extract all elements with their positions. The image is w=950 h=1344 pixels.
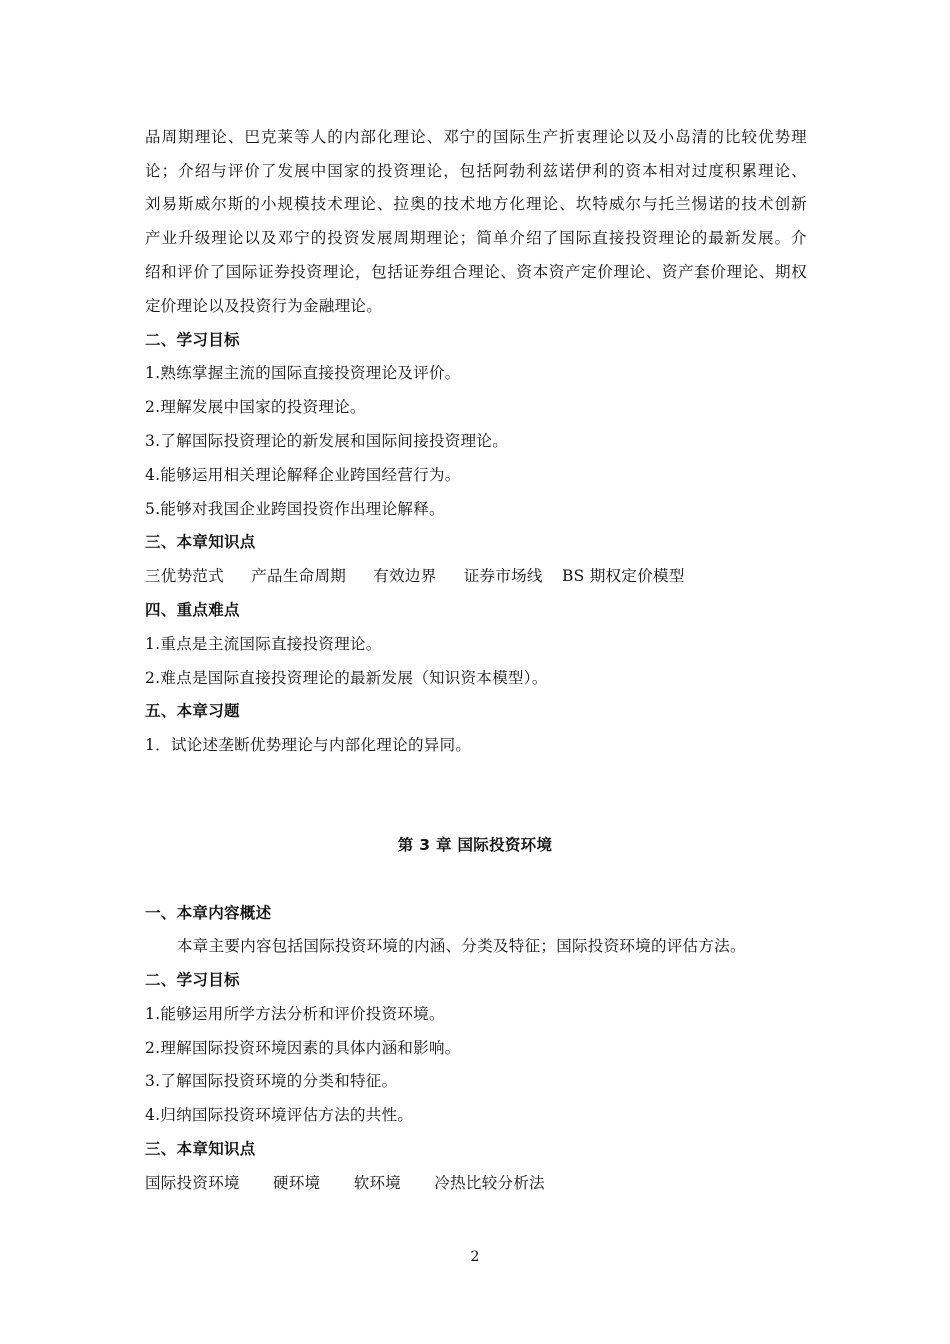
section-heading-overview: 一、本章内容概述 — [145, 904, 272, 922]
objective-item: 3.了解国际投资环境的分类和特征。 — [145, 1072, 398, 1090]
paragraph-line: 刘易斯威尔斯的小规模技术理论、拉奥的技术地方化理论、坎特威尔与托兰惕诺的技术创新 — [145, 195, 807, 213]
paragraph-line: 品周期理论、巴克莱等人的内部化理论、邓宁的国际生产折衷理论以及小岛清的比较优势理 — [145, 128, 807, 146]
overview-text: 本章主要内容包括国际投资环境的内涵、分类及特征；国际投资环境的评估方法。 — [177, 937, 746, 955]
chapter-title: 第 3 章 国际投资环境 — [397, 836, 553, 854]
knowledge-point: BS 期权定价模型 — [561, 567, 685, 585]
objective-item: 3.了解国际投资理论的新发展和国际间接投资理论。 — [145, 432, 508, 450]
objective-item: 5.能够对我国企业跨国投资作出理论解释。 — [145, 500, 445, 518]
knowledge-point: 证券市场线 — [463, 567, 543, 585]
objective-item: 2.理解发展中国家的投资理论。 — [145, 398, 366, 416]
knowledge-point: 产品生命周期 — [251, 567, 347, 585]
paragraph-line: 定价理论以及投资行为金融理论。 — [145, 297, 383, 315]
knowledge-point: 国际投资环境 — [145, 1174, 240, 1192]
knowledge-points — [145, 1173, 545, 1193]
key-point-item: 1.重点是主流国际直接投资理论。 — [145, 635, 382, 653]
section-heading-knowledge: 三、本章知识点 — [145, 533, 256, 551]
knowledge-point: 冷热比较分析法 — [434, 1174, 545, 1192]
objective-item: 4.能够运用相关理论解释企业跨国经营行为。 — [145, 466, 461, 484]
section-heading-exercises: 五、本章习题 — [145, 702, 240, 720]
paragraph-line: 产业升级理论以及邓宁的投资发展周期理论；简单介绍了国际直接投资理论的最新发展。介 — [145, 229, 807, 247]
knowledge-points — [145, 566, 685, 586]
page-number: 2 — [470, 1249, 480, 1265]
knowledge-point: 软环境 — [353, 1174, 402, 1192]
paragraph-line: 论；介绍与评价了发展中国家的投资理论，包括阿勃利兹诺伊利的资本相对过度积累理论、 — [145, 162, 807, 180]
objective-item: 4.归纳国际投资环境评估方法的共性。 — [145, 1106, 414, 1124]
objective-item: 1.能够运用所学方法分析和评价投资环境。 — [145, 1005, 445, 1023]
objective-item: 2.理解国际投资环境因素的具体内涵和影响。 — [145, 1039, 461, 1057]
knowledge-point: 三优势范式 — [145, 567, 225, 585]
key-point-item: 2.难点是国际直接投资理论的最新发展（知识资本模型）。 — [145, 669, 548, 687]
section-heading-key-points: 四、重点难点 — [145, 601, 240, 619]
knowledge-point: 硬环境 — [273, 1174, 321, 1192]
paragraph-line: 绍和评价了国际证券投资理论，包括证券组合理论、资本资产定价理论、资产套价理论、期权 — [145, 263, 807, 281]
section-heading-objectives: 二、学习目标 — [145, 971, 240, 989]
section-heading-knowledge: 三、本章知识点 — [145, 1140, 256, 1158]
exercise-item: 1．试论述垄断优势理论与内部化理论的异同。 — [145, 736, 472, 754]
section-heading-objectives: 二、学习目标 — [145, 331, 240, 349]
objective-item: 1.熟练掌握主流的国际直接投资理论及评价。 — [145, 364, 461, 382]
knowledge-point: 有效边界 — [373, 567, 437, 585]
